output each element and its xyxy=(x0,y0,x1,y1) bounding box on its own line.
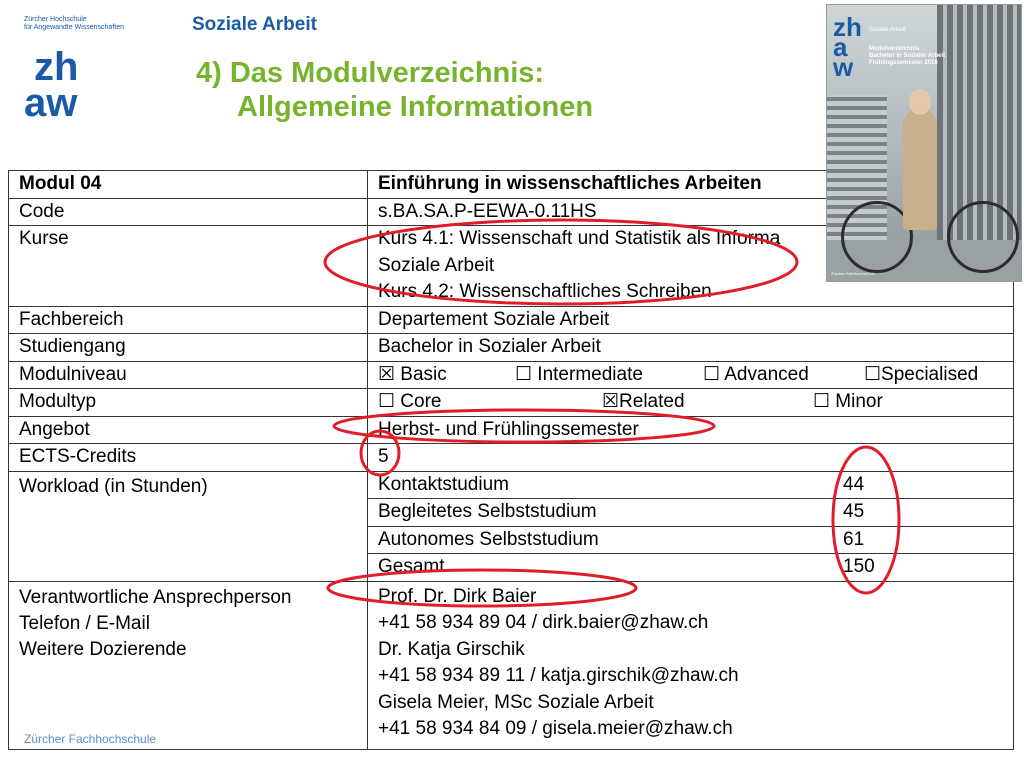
contact-labels xyxy=(9,581,368,749)
contact-line: +41 58 934 84 09 / gisela.meier@zhaw.ch xyxy=(378,718,733,739)
ects-value: 5 xyxy=(368,444,1014,472)
contact-values xyxy=(368,581,1014,749)
workload-item-hours: 44 xyxy=(843,473,865,495)
module-number: Modul 04 xyxy=(9,171,368,199)
school-name-line1: Zürcher Hochschule xyxy=(24,16,87,23)
code-value: s.BA.SA.P-EEWA-0.11HS xyxy=(368,198,1014,226)
workload-item-hours: 45 xyxy=(843,501,865,522)
bicycle-wheel-icon xyxy=(947,201,1019,273)
workload-item-label: Begleitetes Selbststudium xyxy=(378,501,597,522)
workload-item-hours: 150 xyxy=(843,556,875,577)
cover-person-head xyxy=(909,89,931,115)
cover-title1: Modulverzeichnis xyxy=(869,46,920,52)
brochure-cover-image xyxy=(826,4,1022,282)
contact-line: Prof. Dr. Dirk Baier xyxy=(378,585,537,607)
contact-line: Dr. Katja Girschik xyxy=(378,638,525,660)
contact-line: +41 58 934 89 11 / katja.girschik@zhaw.ch xyxy=(378,665,739,686)
title-line2: Allgemeine Informationen xyxy=(237,91,594,123)
modulniveau-label: Modulniveau xyxy=(9,361,368,389)
fachbereich-value: Departement Soziale Arbeit xyxy=(368,306,1014,334)
angebot-label: Angebot xyxy=(9,416,368,444)
workload-item-hours: 61 xyxy=(843,528,865,550)
school-name xyxy=(24,16,124,32)
option-minor: ☐ Minor xyxy=(813,391,883,412)
footer-text: Zürcher Fachhochschule xyxy=(24,732,157,746)
option-related: ☒Related xyxy=(602,391,685,412)
modultyp-options xyxy=(368,389,1014,417)
table-row-contact xyxy=(9,581,1014,749)
table-row-angebot xyxy=(9,416,1014,444)
cover-dept: Soziale Arbeit xyxy=(869,27,906,33)
option-intermediate: ☐ Intermediate xyxy=(515,363,643,385)
svg-text:zh: zh xyxy=(34,45,79,89)
table-row-ects xyxy=(9,444,1014,472)
ects-label: ECTS-Credits xyxy=(9,444,368,472)
kurs-line: Kurs 4.2: Wissenschaftliches Schreiben xyxy=(378,281,712,302)
svg-text:aw: aw xyxy=(24,81,78,120)
studiengang-label: Studiengang xyxy=(9,334,368,362)
contact-label: Telefon / E-Mail xyxy=(19,612,150,634)
table-row-studiengang xyxy=(9,334,1014,362)
table-row-fachbereich xyxy=(9,306,1014,334)
workload-item-label: Autonomes Selbststudium xyxy=(378,528,599,550)
contact-label: Weitere Dozierende xyxy=(19,638,187,660)
fachbereich-label: Fachbereich xyxy=(9,306,368,334)
department-header: Soziale Arbeit xyxy=(192,14,317,35)
workload-item-label: Gesamt xyxy=(378,556,445,577)
cover-footer: Zürcher Fachhochschule xyxy=(831,271,876,276)
cover-person xyxy=(903,110,937,230)
code-label: Code xyxy=(9,198,368,226)
option-specialised: ☐Specialised xyxy=(864,363,979,385)
modulniveau-options xyxy=(368,361,1014,389)
workload-values xyxy=(368,471,1014,581)
school-name-line2: für Angewandte Wissenschaften xyxy=(24,24,125,31)
zhaw-logo xyxy=(24,44,98,120)
option-advanced: ☐ Advanced xyxy=(703,363,809,385)
cover-title2: Bachelor in Sozialer Arbeit xyxy=(869,53,946,59)
contact-line: +41 58 934 89 04 / dirk.baier@zhaw.ch xyxy=(378,612,709,633)
kurs-line: Soziale Arbeit xyxy=(378,254,495,276)
module-title: Einführung in wissenschaftliches Arbeiten xyxy=(368,171,1014,199)
contact-label: Verantwortliche Ansprechperson xyxy=(19,586,292,608)
contact-line: Gisela Meier, MSc Soziale Arbeit xyxy=(378,691,654,713)
kurse-label: Kurse xyxy=(9,226,368,307)
option-basic: ☒ Basic xyxy=(378,363,447,385)
table-row-workload xyxy=(9,471,1014,581)
table-row-modultyp xyxy=(9,389,1014,417)
cover-text xyxy=(869,27,945,67)
studiengang-value: Bachelor in Sozialer Arbeit xyxy=(368,334,1014,362)
title-line1: 4) Das Modulverzeichnis: xyxy=(196,57,545,89)
cover-logo: zhaw xyxy=(833,12,862,82)
kurs-line: Kurs 4.1: Wissenschaft und Statistik als Informa xyxy=(378,228,781,249)
cover-title3: Frühlingssemester 2016 xyxy=(869,60,938,66)
option-core: ☐ Core xyxy=(378,391,442,412)
angebot-value: Herbst- und Frühlingssemester xyxy=(368,416,1014,444)
workload-label: Workload (in Stunden) xyxy=(9,471,368,581)
table-row-modulniveau xyxy=(9,361,1014,389)
modultyp-label: Modultyp xyxy=(9,389,368,417)
workload-item-label: Kontaktstudium xyxy=(378,473,509,495)
page-title xyxy=(196,56,593,124)
